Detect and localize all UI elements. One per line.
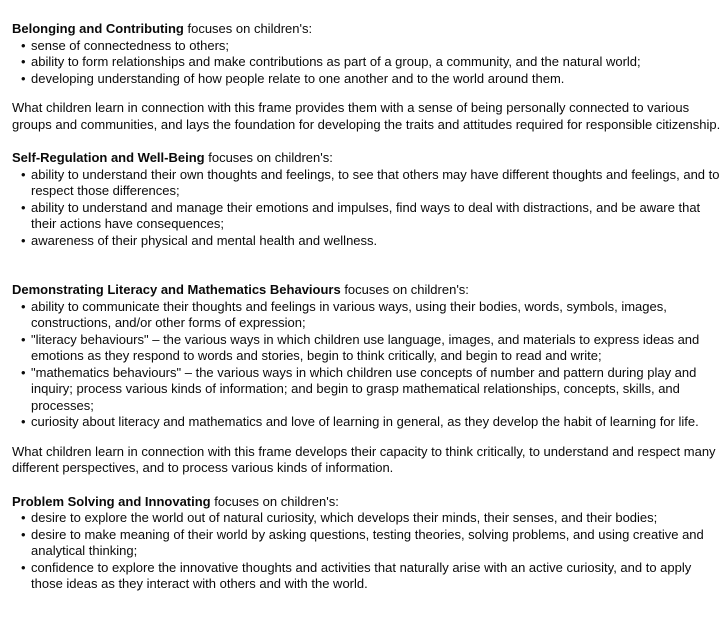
frame-title: Belonging and Contributing <box>12 21 184 36</box>
section-heading <box>12 21 722 38</box>
section-belonging-and-contributing <box>12 21 722 133</box>
bullet-item: • desire to make meaning of their world by asking questions, testing theories, solving problems, and using creative and analytical thinking; <box>21 527 722 560</box>
bullet-list <box>12 510 722 593</box>
frame-title-suffix: focuses on children's: <box>183 21 313 36</box>
bullet-item: • sense of connectedness to others; <box>21 38 722 55</box>
bullet-item: • ability to communicate their thoughts and feelings in various ways, using their bodies, words, symbols, images, constructions, and/or other forms of expression; <box>21 299 722 332</box>
frame-title-suffix: focuses on children's: <box>204 150 333 165</box>
bullet-item: • desire to explore the world out of natural curiosity, which develops their minds, their senses, and their bodies; <box>21 510 722 527</box>
section-heading <box>12 282 722 299</box>
bullet-list <box>12 167 722 250</box>
section-demonstrating-literacy-and-mathematics-behaviours <box>12 282 722 477</box>
frame-title: Problem Solving and Innovating <box>12 493 211 509</box>
bullet-item: • ability to understand and manage their emotions and impulses, find ways to deal with distractions, and be aware that their actions have consequences; <box>21 200 722 233</box>
section-heading <box>12 150 722 167</box>
frame-title: Self-Regulation and Well-Being <box>12 150 205 165</box>
bullet-item: • ability to form relationships and make contributions as part of a group, a community, and the natural world; <box>21 54 722 71</box>
frame-title-suffix: focuses on children's: <box>340 282 469 297</box>
bullet-item: • confidence to explore the innovative thoughts and activities that naturally arise with an active curiosity, and to apply those ideas as they interact with others and with the world. <box>21 560 722 593</box>
bullet-item: • "literacy behaviours" – the various ways in which children use language, images, and materials to express ideas and emotions as they respond to words and stories, begin to think critically, and begin to read and write; <box>21 332 722 365</box>
frame-title: Demonstrating Literacy and Mathematics Behaviours <box>12 282 341 297</box>
section-self-regulation-and-well-being <box>12 150 722 249</box>
bullet-item: • awareness of their physical and mental health and wellness. <box>21 233 722 250</box>
bullet-item: • "mathematics behaviours" – the various ways in which children use concepts of number and pattern during play and inquiry; process various kinds of information; and begin to grasp mathematical relationships, concepts, skills, and processes; <box>21 365 722 415</box>
frame-title-suffix: focuses on children's: <box>210 493 339 509</box>
bullet-item: • developing understanding of how people relate to one another and to the world around them. <box>21 71 722 88</box>
section-heading <box>12 494 722 511</box>
closing-paragraph: What children learn in connection with this frame provides them with a sense of being personally connected to various groups and communities, and lays the foundation for developing the traits and attitudes required for responsible citizenship. <box>12 100 721 132</box>
bullet-item: • ability to understand their own thoughts and feelings, to see that others may have different thoughts and feelings, and to respect those differences; <box>21 167 722 200</box>
bullet-list <box>12 38 722 88</box>
closing-paragraph: What children learn in connection with this frame develops their capacity to think critically, to understand and respect many different perspectives, and to process various kinds of information. <box>12 443 716 475</box>
bullet-item: • curiosity about literacy and mathematics and love of learning in general, as they develop the habit of learning for life. <box>21 414 722 431</box>
section-problem-solving-and-innovating <box>12 494 722 593</box>
bullet-list <box>12 299 722 431</box>
